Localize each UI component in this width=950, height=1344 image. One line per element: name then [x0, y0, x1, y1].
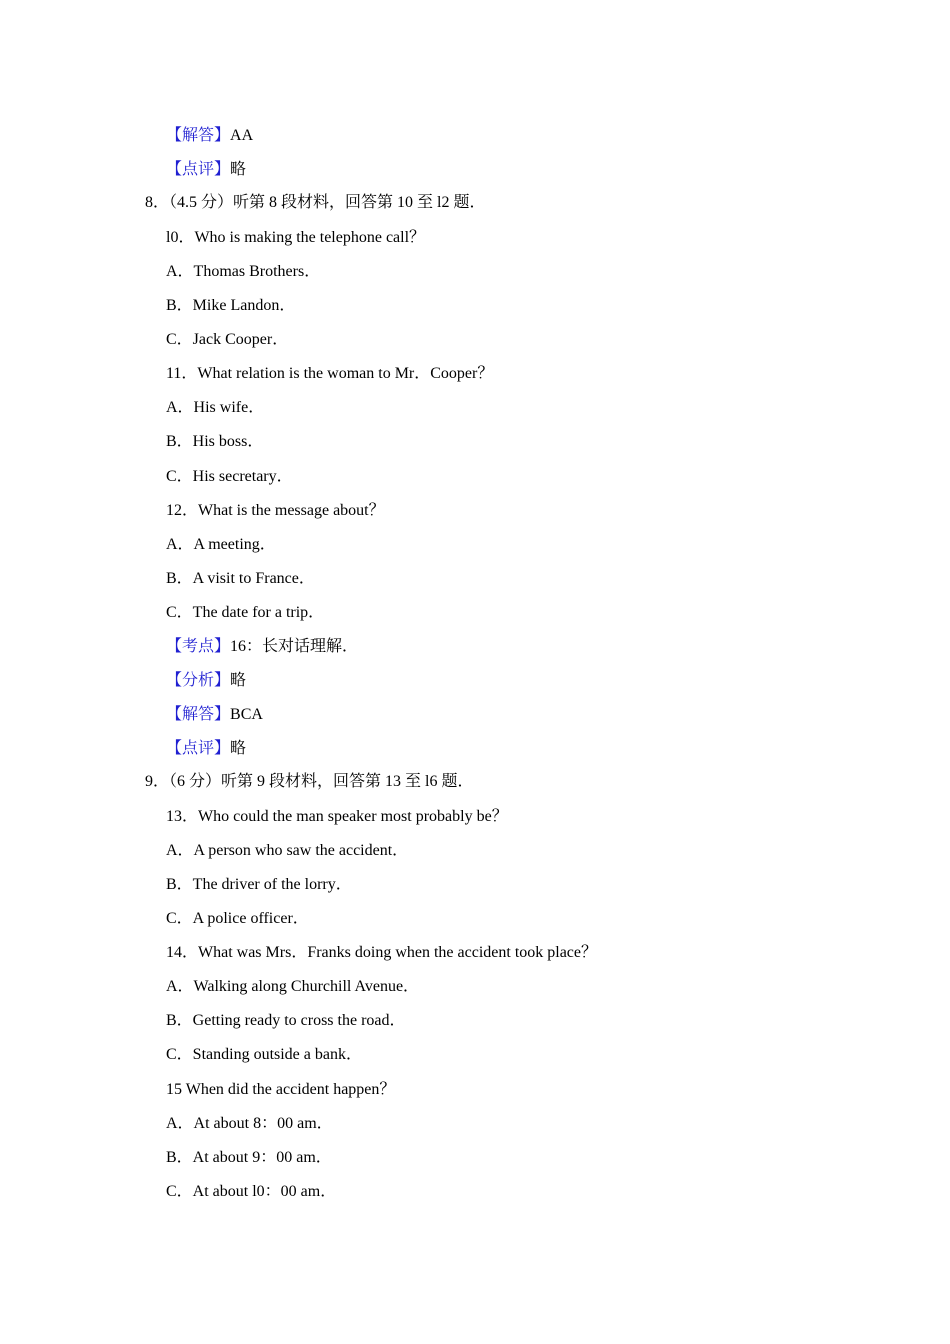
- q8-answer-line: [166, 705, 263, 725]
- q8-item: 12．What is the message about？: [166, 502, 385, 519]
- q8-item: A．A meeting．: [166, 536, 276, 553]
- answer-tag: 【解答】: [166, 706, 231, 723]
- prev-answer-line: [166, 126, 253, 146]
- fenxi-tag: 【分析】: [166, 672, 231, 689]
- q8-item: 11．What relation is the woman to Mr．Cooper？: [166, 365, 494, 382]
- q8-fenxi-line: [166, 671, 246, 691]
- q8-item: B．A visit to France．: [166, 570, 315, 587]
- q9-item: 15 When did the accident happen？: [166, 1081, 396, 1098]
- q8-kaodian-text: 16：长对话理解．: [230, 638, 359, 655]
- prev-answer-text: AA: [230, 127, 254, 144]
- q9-header: 9．（6 分）听第 9 段材料，回答第 13 至 l6 题．: [145, 773, 474, 790]
- q9-item: A．At about 8：00 am．: [166, 1115, 333, 1132]
- q8-item: C．Jack Cooper．: [166, 331, 289, 348]
- q8-item: A．His wife．: [166, 399, 265, 416]
- q8-item: l0．Who is making the telephone call？: [166, 229, 426, 246]
- q8-item: B．His boss．: [166, 433, 264, 450]
- q9-item: 13．Who could the man speaker most probably be？: [166, 808, 508, 825]
- q9-item: A．Walking along Churchill Avenue．: [166, 978, 420, 995]
- q8-item: C．His secretary．: [166, 468, 293, 485]
- q8-kaodian-line: [166, 637, 358, 657]
- q9-item: A．A person who saw the accident．: [166, 842, 409, 859]
- q8-fenxi-text: 略: [230, 672, 247, 689]
- q9-item: B．The driver of the lorry．: [166, 876, 352, 893]
- q8-comment-line: [166, 739, 246, 759]
- q8-item: C．The date for a trip．: [166, 604, 325, 621]
- q8-comment-text: 略: [230, 740, 247, 757]
- kaodian-tag: 【考点】: [166, 638, 231, 655]
- q8-item: B．Mike Landon．: [166, 297, 296, 314]
- q9-item: B．At about 9：00 am．: [166, 1149, 332, 1166]
- q9-item: C．A police officer．: [166, 910, 309, 927]
- prev-comment-text: 略: [230, 161, 247, 178]
- q9-item: C．At about l0：00 am．: [166, 1183, 337, 1200]
- q9-item: C．Standing outside a bank．: [166, 1046, 362, 1063]
- q8-header: 8．（4.5 分）听第 8 段材料，回答第 10 至 l2 题．: [145, 194, 486, 211]
- q9-item: B．Getting ready to cross the road．: [166, 1012, 406, 1029]
- prev-comment-line: [166, 160, 246, 180]
- comment-tag: 【点评】: [166, 740, 231, 757]
- q8-item: A．Thomas Brothers．: [166, 263, 321, 280]
- comment-tag: 【点评】: [166, 161, 231, 178]
- q9-item: 14．What was Mrs．Franks doing when the accident took place？: [166, 944, 598, 961]
- answer-tag: 【解答】: [166, 127, 231, 144]
- q8-answer-text: BCA: [230, 706, 263, 723]
